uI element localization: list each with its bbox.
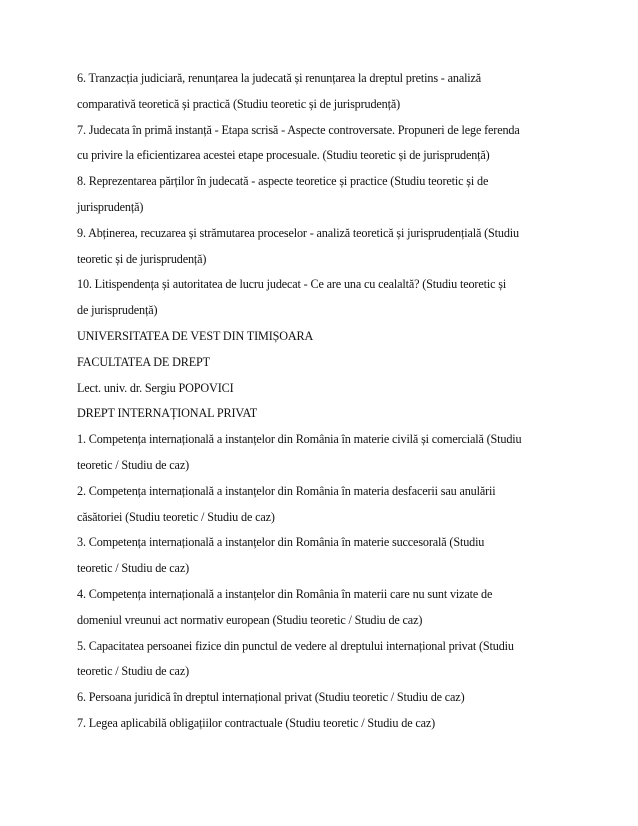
text-line: cu privire la eficientizarea acestei etape procesuale. (Studiu teoretic și de jurisprudență)	[77, 148, 490, 163]
text-line: 9. Abținerea, recuzarea și strămutarea proceselor - analiză teoretică și jurisprudențială (Studiu	[77, 225, 519, 240]
text-line: 2. Competența internațională a instanțelor din România în materia desfacerii sau anulării	[77, 483, 496, 498]
text-line: căsătoriei (Studiu teoretic / Studiu de caz)	[77, 509, 275, 524]
text-line: domeniul vreunui act normativ european (Studiu teoretic / Studiu de caz)	[77, 612, 423, 627]
text-line: 7. Legea aplicabilă obligațiilor contractuale (Studiu teoretic / Studiu de caz)	[77, 715, 436, 730]
text-line: 4. Competența internațională a instanțelor din România în materii care nu sunt vizate de	[77, 586, 493, 601]
document-body	[77, 70, 567, 741]
lecturer-name: Lect. univ. dr. Sergiu POPOVICI	[77, 380, 234, 395]
text-line: 6. Persoana juridică în dreptul internațional privat (Studiu teoretic / Studiu de caz)	[77, 690, 465, 705]
text-line: 3. Competența internațională a instanțelor din România în materie succesorală (Studiu	[77, 535, 485, 550]
text-line: 1. Competența internațională a instanțelor din România în materie civilă și comercială (Studiu	[77, 432, 522, 447]
course-heading: DREPT INTERNAȚIONAL PRIVAT	[77, 406, 258, 421]
text-line: teoretic și de jurisprudență)	[77, 251, 207, 266]
faculty-heading: FACULTATEA DE DREPT	[77, 354, 210, 369]
text-line: 5. Capacitatea persoanei fizice din punctul de vedere al dreptului internațional privat (Studiu	[77, 638, 514, 653]
text-line: de jurisprudență)	[77, 303, 158, 318]
university-heading: UNIVERSITATEA DE VEST DIN TIMIȘOARA	[77, 328, 314, 343]
text-line: jurisprudență)	[77, 199, 144, 214]
text-line: 6. Tranzacția judiciară, renunțarea la judecată și renunțarea la dreptul pretins - analiză	[77, 71, 482, 85]
text-line: teoretic / Studiu de caz)	[77, 457, 189, 472]
text-line: comparativă teoretică și practică (Studiu teoretic și de jurisprudență)	[77, 96, 401, 111]
text-line: 8. Reprezentarea părților în judecată - aspecte teoretice și practice (Studiu teoretic și de	[77, 174, 489, 189]
text-line: 7. Judecata în primă instanță - Etapa scrisă - Aspecte controversate. Propuneri de lege ferenda	[77, 122, 520, 137]
text-line: teoretic / Studiu de caz)	[77, 561, 189, 576]
text-line: teoretic / Studiu de caz)	[77, 664, 189, 679]
text-line: 10. Litispendența și autoritatea de lucru judecat - Ce are una cu cealaltă? (Studiu teoretic și	[77, 277, 507, 292]
